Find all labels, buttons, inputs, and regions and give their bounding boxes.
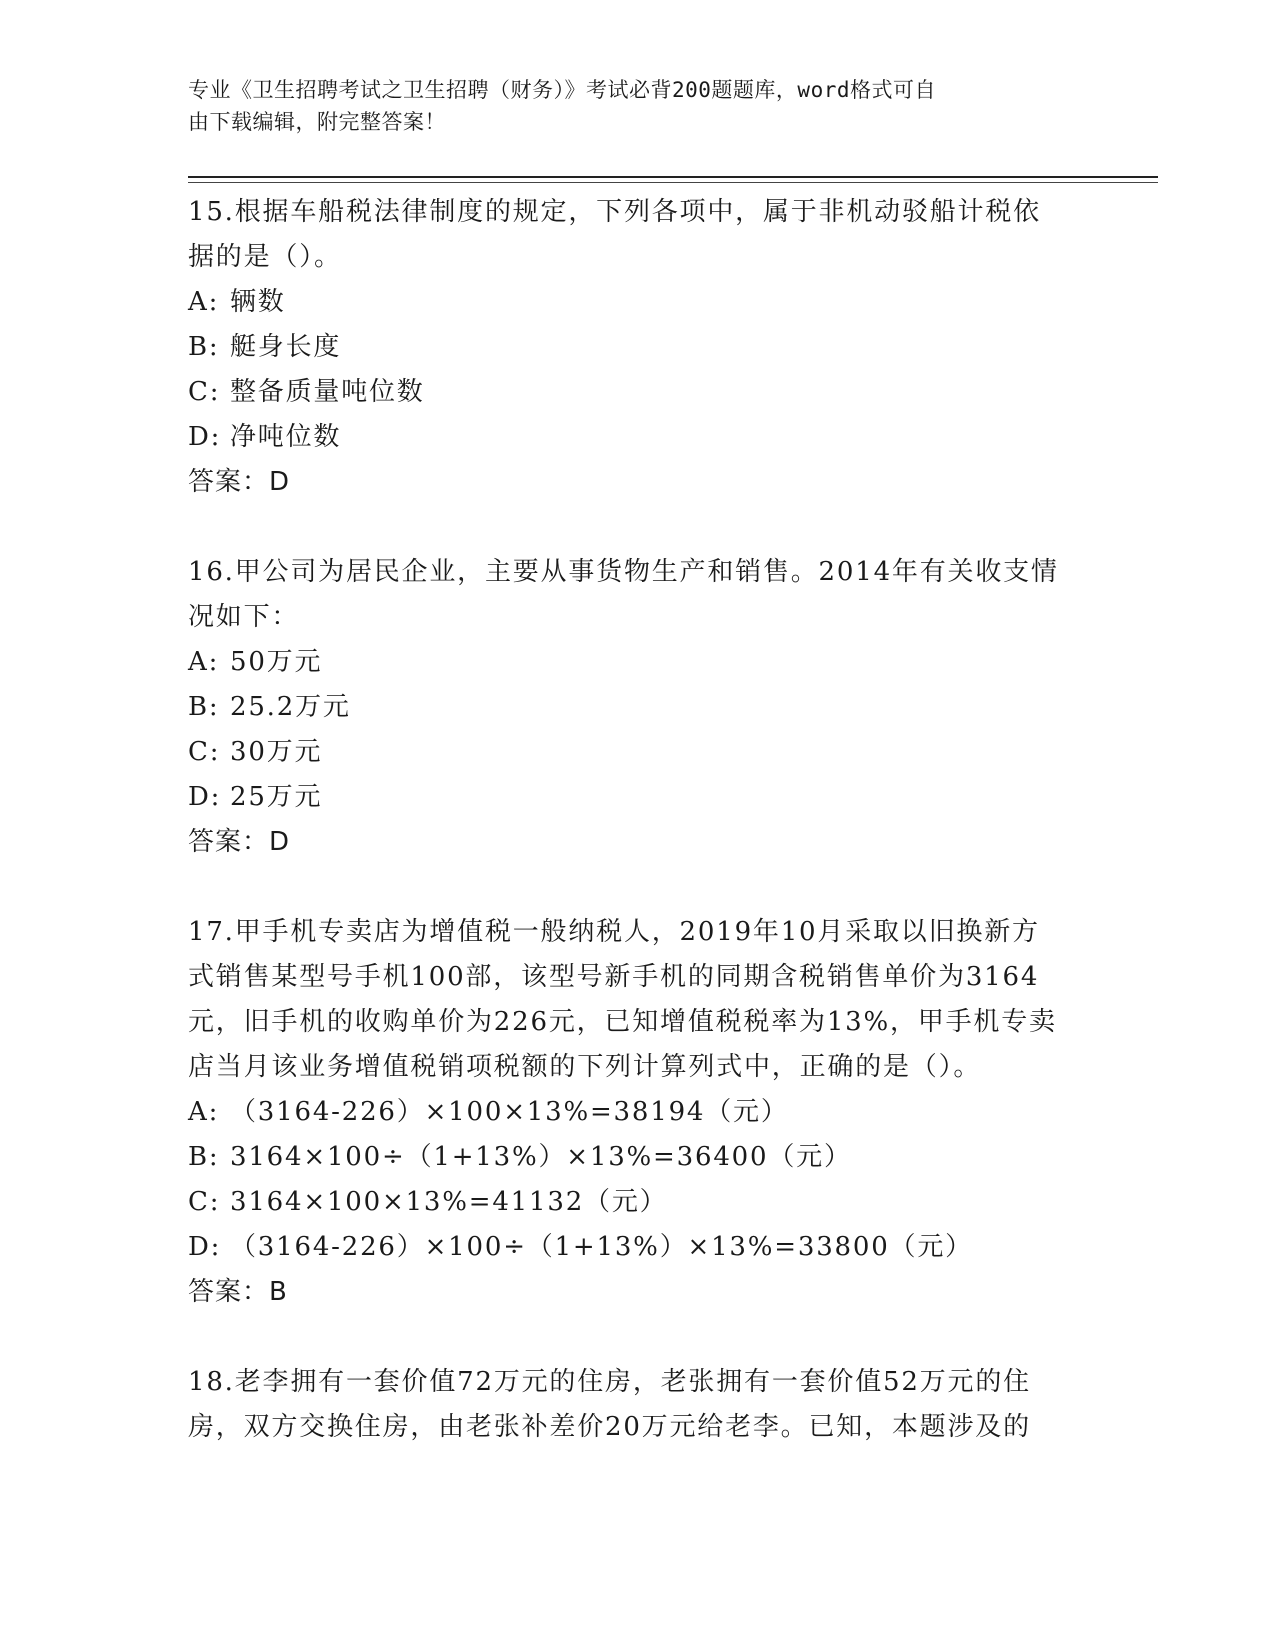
question-text-line: 18.老李拥有一套价值72万元的住房，老张拥有一套价值52万元的住 xyxy=(188,1367,1031,1397)
option-letter: D: xyxy=(188,782,222,812)
option-text: 3164×100÷（1+13%）×13%=36400（元） xyxy=(230,1142,852,1172)
option-a xyxy=(188,280,1088,325)
option-letter: D: xyxy=(188,422,222,452)
spacer xyxy=(188,1315,1088,1360)
question-list xyxy=(188,190,1088,1450)
answer-label: 答案：D xyxy=(188,827,291,857)
question-17 xyxy=(188,910,1088,1315)
option-a xyxy=(188,1090,1088,1135)
option-c xyxy=(188,730,1088,775)
option-d xyxy=(188,775,1088,820)
option-text: （3164-226）×100×13%=38194（元） xyxy=(230,1097,789,1127)
option-a xyxy=(188,640,1088,685)
option-c xyxy=(188,370,1088,415)
option-letter: B: xyxy=(188,692,220,722)
answer-label: 答案：D xyxy=(188,467,291,497)
option-text: 30万元 xyxy=(230,737,323,767)
option-d xyxy=(188,415,1088,460)
option-letter: D: xyxy=(188,1232,222,1262)
option-text: 艇身长度 xyxy=(230,332,342,362)
option-text: 3164×100×13%=41132（元） xyxy=(230,1187,668,1217)
option-letter: B: xyxy=(188,1142,220,1172)
question-text-line: 房，双方交换住房，由老张补差价20万元给老李。已知，本题涉及的 xyxy=(188,1412,1031,1442)
option-letter: A: xyxy=(188,1097,220,1127)
option-text: 25.2万元 xyxy=(230,692,351,722)
option-text: 辆数 xyxy=(230,287,286,317)
option-letter: C: xyxy=(188,737,221,767)
question-text-line: 元，旧手机的收购单价为226元，已知增值税税率为13%，甲手机专卖 xyxy=(188,1007,1057,1037)
option-b xyxy=(188,685,1088,730)
header-divider-thick xyxy=(188,176,1158,178)
option-letter: A: xyxy=(188,287,220,317)
header-divider-thin xyxy=(188,182,1158,183)
question-text-line: 况如下： xyxy=(188,602,300,632)
option-text: 净吨位数 xyxy=(230,422,342,452)
answer-label: 答案：B xyxy=(188,1277,288,1307)
option-text: 25万元 xyxy=(230,782,323,812)
option-text: （3164-226）×100÷（1+13%）×13%=33800（元） xyxy=(230,1232,973,1262)
option-letter: B: xyxy=(188,332,220,362)
header-line-1: 专业《卫生招聘考试之卫生招聘（财务）》考试必背200题题库，word格式可自 xyxy=(188,78,936,102)
question-text-line: 店当月该业务增值税销项税额的下列计算列式中，正确的是（）。 xyxy=(188,1052,982,1082)
document-header xyxy=(188,74,1068,138)
option-c xyxy=(188,1180,1088,1225)
option-text: 整备质量吨位数 xyxy=(230,377,425,407)
option-letter: C: xyxy=(188,1187,221,1217)
option-b xyxy=(188,325,1088,370)
question-text-line: 17.甲手机专卖店为增值税一般纳税人，2019年10月采取以旧换新方 xyxy=(188,917,1040,947)
question-18 xyxy=(188,1360,1088,1450)
header-line-2: 由下载编辑，附完整答案！ xyxy=(188,110,446,134)
option-letter: C: xyxy=(188,377,221,407)
question-15 xyxy=(188,190,1088,505)
option-text: 50万元 xyxy=(230,647,323,677)
option-d xyxy=(188,1225,1088,1270)
question-text-line: 16.甲公司为居民企业，主要从事货物生产和销售。2014年有关收支情 xyxy=(188,557,1059,587)
question-text-line: 15.根据车船税法律制度的规定，下列各项中，属于非机动驳船计税依 xyxy=(188,197,1041,227)
spacer xyxy=(188,865,1088,910)
option-letter: A: xyxy=(188,647,220,677)
question-16 xyxy=(188,550,1088,865)
option-b xyxy=(188,1135,1088,1180)
question-text-line: 式销售某型号手机100部，该型号新手机的同期含税销售单价为3164 xyxy=(188,962,1040,992)
question-text-line: 据的是（）。 xyxy=(188,242,342,272)
spacer xyxy=(188,505,1088,550)
